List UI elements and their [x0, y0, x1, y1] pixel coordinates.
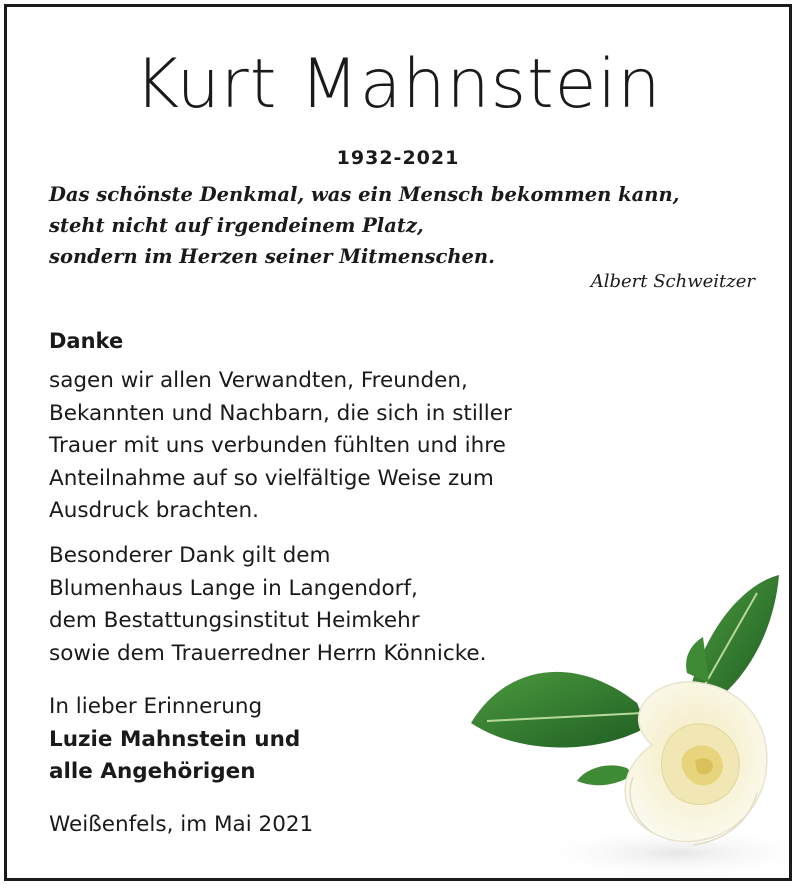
closing-block — [49, 691, 300, 789]
life-years: 1932-2021 — [336, 147, 460, 169]
obituary-notice — [4, 4, 792, 881]
paragraph-line: sowie dem Trauerredner Herrn Könnicke. — [49, 640, 487, 666]
deceased-name: Kurt Mahnstein — [134, 45, 662, 124]
paragraph-line: Besonderer Dank gilt dem — [49, 543, 331, 568]
white-rose-image — [457, 563, 792, 881]
special-thanks-paragraph — [49, 540, 486, 670]
paragraph-line: Blumenhaus Lange in Langendorf, — [49, 575, 418, 601]
memorial-quote — [49, 179, 769, 272]
thanks-heading: Danke — [49, 329, 124, 353]
signer-name: Luzie Mahnstein und — [49, 726, 301, 752]
quote-line: steht nicht auf irgendeinem Platz, — [49, 214, 424, 237]
thanks-paragraph — [49, 365, 512, 528]
paragraph-line: Ausdruck brachten. — [49, 498, 259, 523]
closing-line: In lieber Erinnerung — [49, 694, 263, 719]
place-date: Weißenfels, im Mai 2021 — [49, 812, 314, 837]
signer-name: alle Angehörigen — [49, 759, 256, 784]
quote-author: Albert Schweitzer — [590, 271, 755, 292]
quote-line: sondern im Herzen seiner Mitmenschen. — [49, 245, 495, 268]
paragraph-line: Bekannten und Nachbarn, die sich in stiller — [49, 400, 512, 426]
paragraph-line: dem Bestattungsinstitut Heimkehr — [49, 608, 420, 633]
quote-line: Das schönste Denkmal, was ein Mensch bekommen kann, — [49, 183, 680, 206]
paragraph-line: Anteilnahme auf so vielfältige Weise zum — [49, 465, 494, 491]
paragraph-line: Trauer mit uns verbunden fühlten und ihre — [49, 433, 506, 458]
paragraph-line: sagen wir allen Verwandten, Freunden, — [49, 368, 468, 393]
